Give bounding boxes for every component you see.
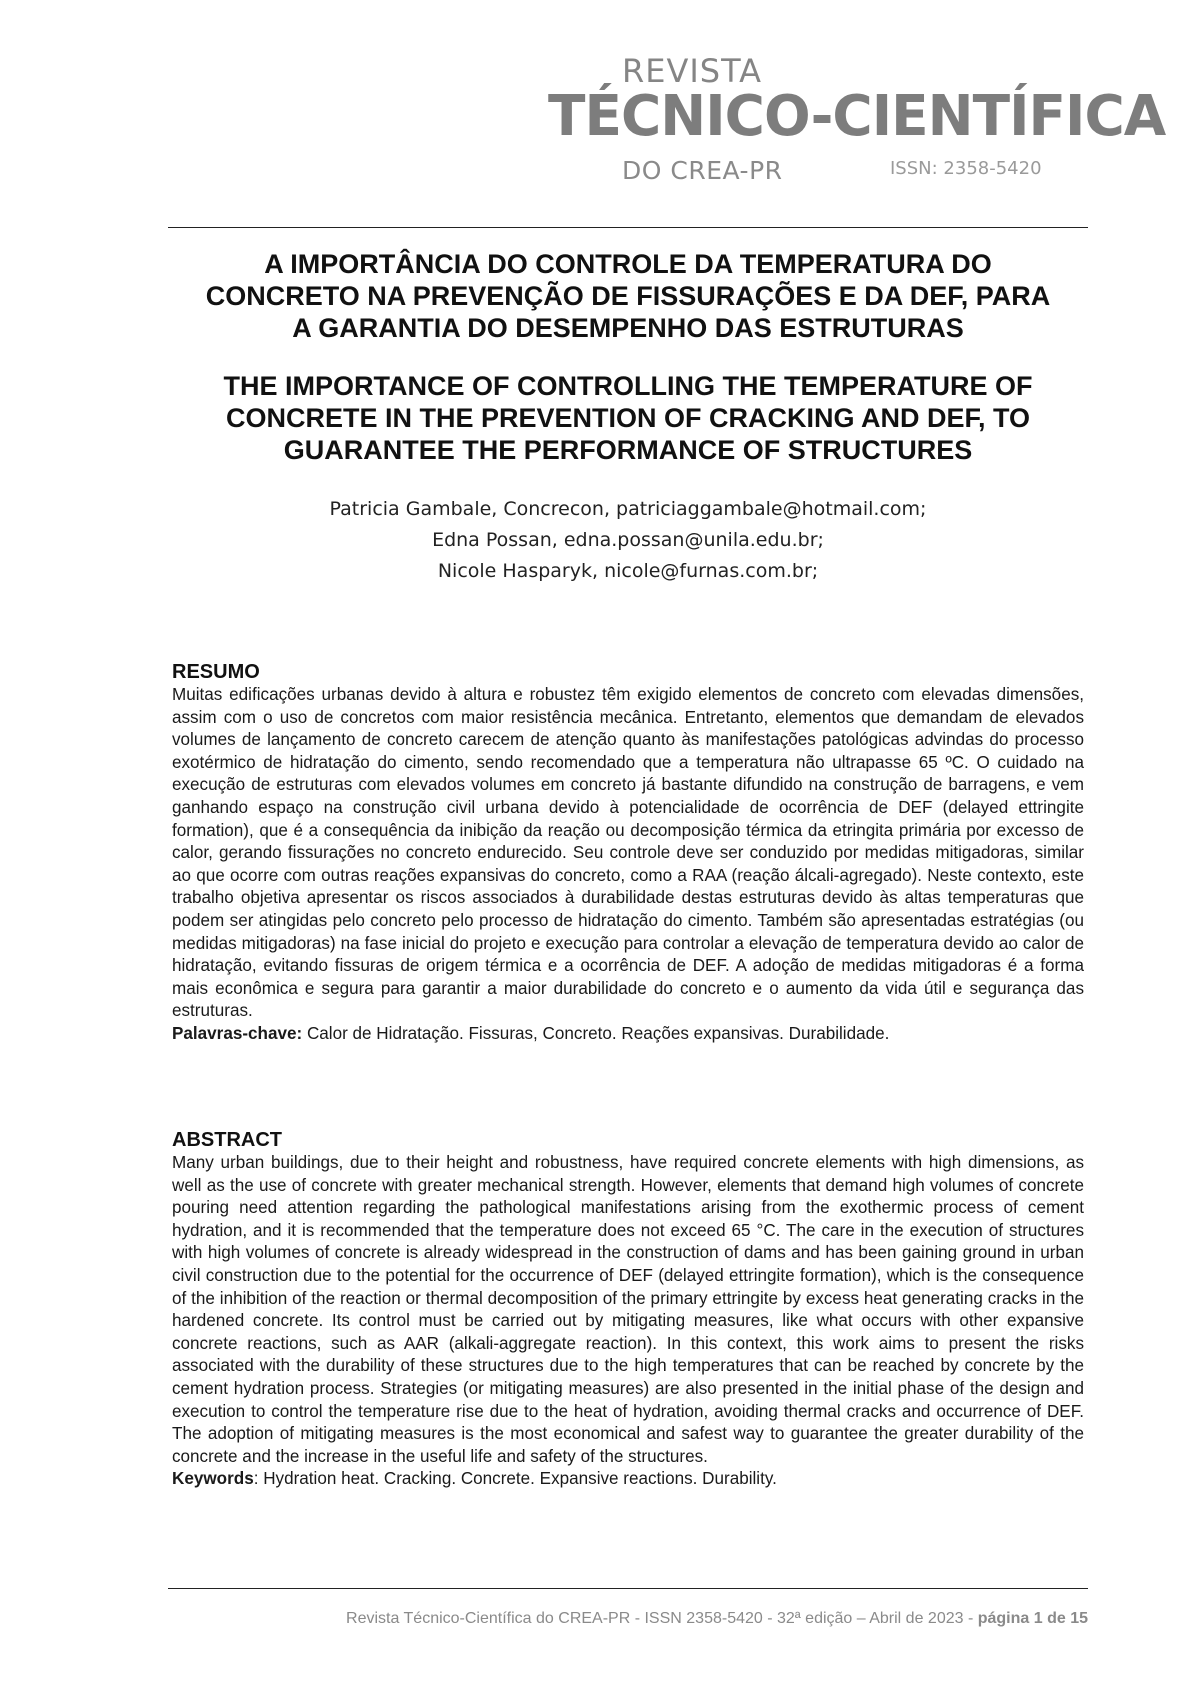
journal-masthead xyxy=(548,52,1166,187)
title-pt-line: A GARANTIA DO DESEMPENHO DAS ESTRUTURAS xyxy=(292,313,964,343)
title-pt-line: A IMPORTÂNCIA DO CONTROLE DA TEMPERATURA DO xyxy=(264,249,992,279)
abstract-section xyxy=(172,1128,1084,1491)
abstract-keywords-text: : Hydration heat. Cracking. Concrete. Expansive reactions. Durability. xyxy=(253,1469,777,1489)
author-line: Patricia Gambale, Concrecon, patriciaggambale@hotmail.com; xyxy=(329,498,927,520)
resumo-section xyxy=(172,660,1084,1046)
abstract-keywords xyxy=(172,1468,1084,1491)
page-footer xyxy=(168,1610,1088,1628)
author-line: Nicole Hasparyk, nicole@furnas.com.br; xyxy=(437,560,819,582)
title-portuguese xyxy=(168,248,1088,344)
masthead-title: TÉCNICO-CIENTÍFICA xyxy=(548,84,1166,149)
footer-citation: Revista Técnico-Científica do CREA-PR - ISSN 2358-5420 - 32ª edição – Abril de 2023 - xyxy=(346,1610,978,1627)
abstract-heading: ABSTRACT xyxy=(172,1129,282,1151)
footer-page-number: página 1 de 15 xyxy=(977,1610,1088,1627)
masthead-issn: ISSN: 2358-5420 xyxy=(890,158,1042,179)
resumo-body: Muitas edificações urbanas devido à altura e robustez têm exigido elementos de concreto com elevadas dimensões, assim com o uso de concretos com maior resistência mecânica. Entretanto, elementos que demandam de elevados volumes de lançamento de concreto carecem de atenção quanto às manifestações patológicas advindas do processo exotérmico de hidratação do cimento, sendo recomendado que a temperatura não ultrapasse 65 ºC. O cuidado na execução de estruturas com elevados volumes em concreto já bastante difundido na construção de barragens, e vem ganhando espaço na construção civil urbana devido à potencialidade de ocorrência de DEF (delayed ettringite formation), que é a consequência da inibição da reação ou decomposição térmica da etringita primária por excesso de calor, gerando fissurações no concreto endurecido. Seu controle deve ser conduzido por medidas mitigadoras, similar ao que ocorre com outras reações expansivas do concreto, como a RAA (reação álcali-agregado). Neste contexto, este trabalho objetiva apresentar os riscos associados à durabilidade destas estruturas devido às altas temperaturas que podem ser atingidas pelo concreto pelo processo de hidratação do cimento. Também são apresentadas estratégias (ou medidas mitigadoras) na fase inicial do projeto e execução para controlar a elevação de temperatura devido ao calor de hidratação, evitando fissuras de origem térmica e a ocorrência de DEF. A adoção de medidas mitigadoras é a forma mais econômica e segura para garantir a maior durabilidade do concreto e o aumento da vida útil e segurança das estruturas. xyxy=(172,685,1084,1021)
resumo-keywords-label: Palavras-chave: xyxy=(172,1023,303,1043)
author-line: Edna Possan, edna.possan@unila.edu.br; xyxy=(432,529,824,551)
resumo-keywords xyxy=(172,1023,1084,1046)
resumo-keywords-text: Calor de Hidratação. Fissuras, Concreto. Reações expansivas. Durabilidade. xyxy=(302,1023,890,1043)
title-pt-line: CONCRETO NA PREVENÇÃO DE FISSURAÇÕES E DA DEF, PARA xyxy=(205,281,1051,311)
title-en-line: THE IMPORTANCE OF CONTROLLING THE TEMPERATURE OF xyxy=(223,371,1033,401)
header-divider xyxy=(168,227,1088,228)
title-en-line: GUARANTEE THE PERFORMANCE OF STRUCTURES xyxy=(283,435,973,465)
title-en-line: CONCRETE IN THE PREVENTION OF CRACKING AND DEF, TO xyxy=(225,403,1031,433)
footer-divider xyxy=(168,1588,1088,1589)
resumo-heading: RESUMO xyxy=(172,661,260,683)
author-list xyxy=(168,494,1088,587)
masthead-revista: REVISTA xyxy=(622,52,763,90)
abstract-keywords-label: Keywords xyxy=(172,1469,254,1489)
masthead-subtitle: DO CREA-PR xyxy=(622,156,783,185)
title-english xyxy=(168,370,1088,466)
abstract-body: Many urban buildings, due to their height and robustness, have required concrete elements with high dimensions, as well as the use of concrete with greater mechanical strength. However, elements that demand high volumes of concrete pouring need attention regarding the pathological manifestations arising from the exothermic process of cement hydration, and it is recommended that the temperature does not exceed 65 °C. The care in the execution of structures with high volumes of concrete is already widespread in the construction of dams and has been gaining ground in urban civil construction due to the potential for the occurrence of DEF (delayed ettringite formation), which is the consequence of the inhibition of the reaction or thermal decomposition of the primary ettringite by excess heat generating cracks in the hardened concrete. Its control must be carried out by mitigating measures, like what occurs with other expansive concrete reactions, such as AAR (alkali-aggregate reaction). In this context, this work aims to present the risks associated with the durability of these structures due to the high temperatures that can be reached by concrete by the cement hydration process. Strategies (or mitigating measures) are also presented in the initial phase of the design and execution to control the temperature rise due to the heat of hydration, avoiding thermal cracks and occurrence of DEF. The adoption of mitigating measures is the most economical and safest way to guarantee the greater durability of the concrete and the increase in the useful life and safety of the structures. xyxy=(172,1153,1084,1466)
